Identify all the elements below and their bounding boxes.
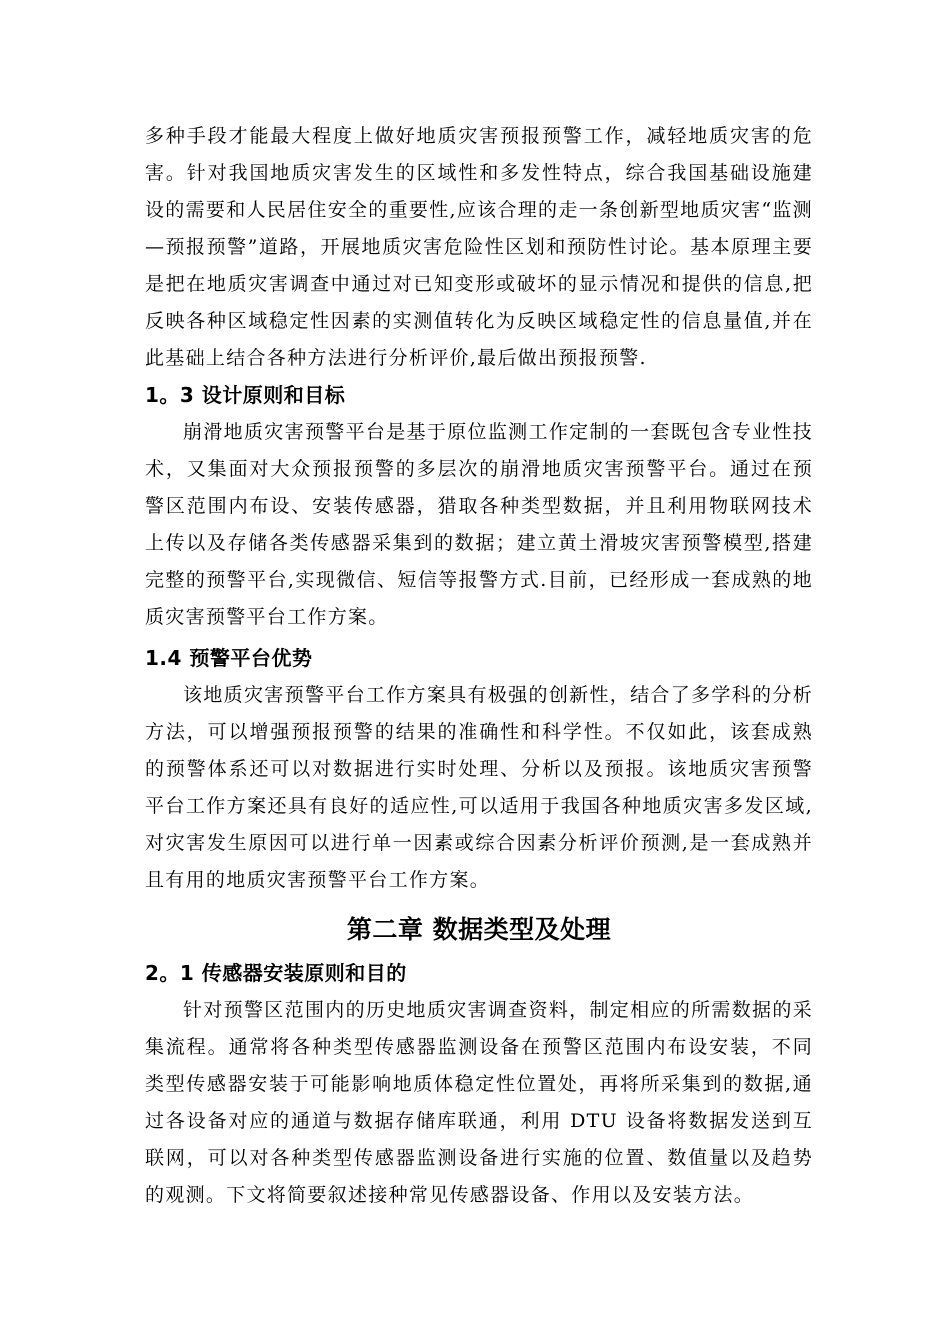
section-1-3-heading: 1。3 设计原则和目标 bbox=[145, 383, 346, 407]
section-2-1-heading: 2。1 传感器安装原则和目的 bbox=[145, 961, 407, 985]
chapter-2-title: 第二章 数据类型及处理 bbox=[346, 915, 612, 944]
section-1-3-paragraph: 崩滑地质灾害预警平台是基于原位监测工作定制的一套既包含专业性技术，又集面对大众预报预警的多层次的崩滑地质灾害预警平台。通过在预警区范围内布设、安装传感器，猎取各种类型数据，并且利用物联网技术上传以及存储各类传感器采集到的数据；建立黄土滑坡灾害预警模型,搭建完整的预警平台,实现微信、短信等报警方式.目前，已经形成一套成熟的地质灾害预警平台工作方案。 bbox=[145, 421, 813, 628]
intro-paragraph: 多种手段才能最大程度上做好地质灾害预报预警工作，减轻地质灾害的危害。针对我国地质灾害发生的区域性和多发性特点，综合我国基础设施建设的需要和人民居住安全的重要性,应该合理的走一条创新型地质灾害“监测—预报预警”道路，开展地质灾害危险性区划和预防性讨论。基本原理主要是把在地质灾害调查中通过对已知变形或破坏的显示情况和提供的信息,把反映各种区域稳定性因素的实测值转化为反映区域稳定性的信息量值,并在此基础上结合各种方法进行分析评价,最后做出预报预警. bbox=[145, 125, 813, 369]
document-body bbox=[145, 118, 813, 1214]
section-1-4-heading: 1.4 预警平台优势 bbox=[145, 646, 313, 670]
section-2-1-paragraph: 针对预警区范围内的历史地质灾害调查资料，制定相应的所需数据的采集流程。通常将各种类型传感器监测设备在预警区范围内布设安装，不同类型传感器安装于可能影响地质体稳定性位置处，再将所采集到的数据,通过各设备对应的通道与数据存储库联通，利用 DTU 设备将数据发送到互联网，可以对各种类型传感器监测设备进行实施的位置、数值量以及趋势的观测。下文将简要叙述接种常见传感器设备、作用以及安装方法。 bbox=[145, 999, 813, 1206]
section-1-4-paragraph: 该地质灾害预警平台工作方案具有极强的创新性，结合了多学科的分析方法，可以增强预报预警的结果的准确性和科学性。不仅如此，该套成熟的预警体系还可以对数据进行实时处理、分析以及预报。该地质灾害预警平台工作方案还具有良好的适应性,可以适用于我国各种地质灾害多发区域,对灾害发生原因可以进行单一因素或综合因素分析评价预测,是一套成熟并且有用的地质灾害预警平台工作方案。 bbox=[145, 684, 813, 891]
